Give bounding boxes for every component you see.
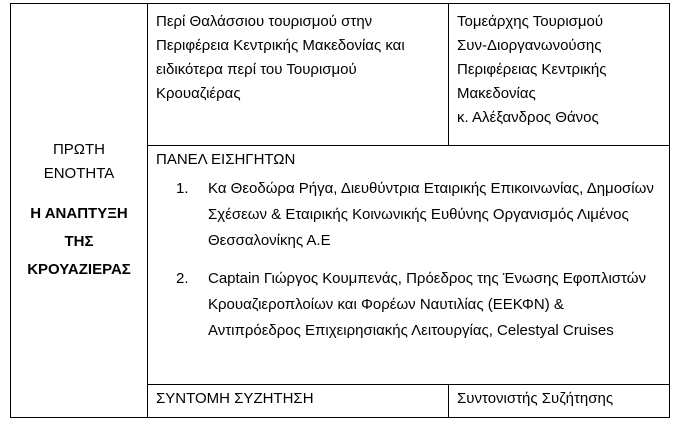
speaker-item [156, 176, 659, 254]
topic-text: Περί Θαλάσσιου τουρισμού στην Περιφέρεια Κεντρικής Μακεδονίας και ειδικότερα περί του Τουρισμού Κρουαζιέρας [156, 13, 405, 102]
panel-heading: ΠΑΝΕΛ ΕΙΣΗΓΗΤΩΝ [156, 150, 296, 168]
organizer-line: Συν-Διοργανωνούσης [457, 37, 602, 54]
section-cell [11, 4, 148, 418]
organizer-line: Τομεάρχης Τουρισμού [457, 13, 604, 30]
organizer-line: Μακεδονίας [457, 85, 536, 102]
section-label: ΠΡΩΤΗ ΕΝΟΤΗΤΑ [43, 140, 115, 182]
moderator-label: Συντονιστής Συζήτησης [457, 389, 614, 407]
speaker-list [156, 176, 659, 344]
organizer-name: κ. Αλέξανδρος Θάνος [457, 109, 599, 126]
moderator-cell [449, 384, 670, 417]
organizer-line: Περιφέρειας Κεντρικής [457, 61, 607, 78]
topic-row [11, 4, 670, 146]
speaker-text: Captain Γιώργος Κουμπενάς, Πρόεδρος της Ένωσης Εφοπλιστών Κρουαζιεροπλοίων και Φορέων Ναυτιλίας (ΕΕΚΦΝ) & Αντιπρόεδρος Επιχειρησιακής Λειτουργίας, Celestyal Cruises [208, 269, 646, 339]
topic-cell [148, 4, 449, 146]
discussion-cell [148, 384, 449, 417]
speaker-number: 1. [176, 179, 189, 197]
program-table [10, 3, 670, 418]
speaker-number: 2. [176, 269, 189, 287]
discussion-label: ΣΥΝΤΟΜΗ ΣΥΖΗΤΗΣΗ [156, 389, 314, 407]
speaker-text: Κα Θεοδώρα Ρήγα, Διευθύντρια Εταιρικής Επικοινωνίας, Δημοσίων Σχέσεων & Εταιρικής Κοινωνικής Ευθύνης Οργανισμός Λιμένος Θεσσαλονίκης Α.Ε [208, 179, 654, 249]
organizer-cell [449, 4, 670, 146]
panel-cell [148, 145, 670, 384]
section-title: Η ΑΝΑΠΤΥΞΗ ΤΗΣ ΚΡΟΥΑΖΙΕΡΑΣ [27, 204, 131, 278]
speaker-item [156, 266, 659, 344]
